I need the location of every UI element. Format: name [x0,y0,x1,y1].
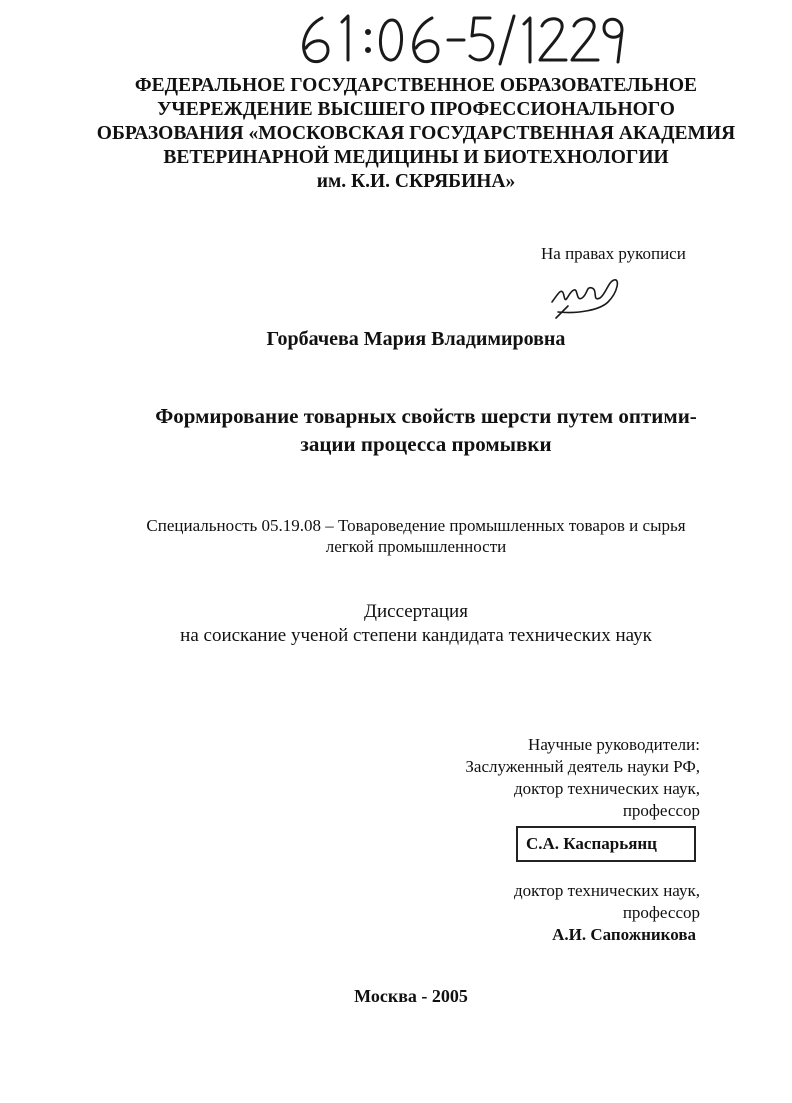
title-line-1: Формирование товарных свойств шерсти путем оптими- [155,404,697,428]
advisor-2-degree: доктор технических наук, [513,881,700,900]
organization-line: ВЕТЕРИНАРНОЙ МЕДИЦИНЫ И БИОТЕХНОЛОГИИ [163,147,669,168]
degree-statement: на соискание ученой степени кандидата технических наук [180,625,652,646]
organization-line: им. К.И. СКРЯБИНА» [316,171,516,192]
specialty-line-1: Специальность 05.19.08 – Товароведение промышленных товаров и сырья [146,516,686,535]
advisor-1-name-box: С.А. Каспарьянц [516,826,696,862]
advisors-block [465,734,700,822]
city-year: Москва - 2005 [354,986,468,1006]
handwritten-number-text [292,8,629,64]
organization-line: ФЕДЕРАЛЬНОЕ ГОСУДАРСТВЕННОЕ ОБРАЗОВАТЕЛЬНОЕ [134,75,698,96]
advisors-heading: Научные руководители: [528,735,700,754]
organization-line: ОБРАЗОВАНИЯ «МОСКОВСКАЯ ГОСУДАРСТВЕННАЯ АКАДЕМИЯ [96,123,736,144]
dissertation-title [60,402,792,458]
manuscript-rights-note: На правах рукописи [541,244,686,263]
specialty-block [100,515,732,557]
title-line-2: зации процесса промывки [300,432,552,456]
advisor-2-rank: профессор [622,903,700,922]
organization-header [90,74,742,194]
author-name: Горбачева Мария Владимировна [266,328,566,350]
advisor-2-block [514,880,700,946]
dissertation-block [100,600,732,648]
advisor-2-name: А.И. Сапожникова [552,925,696,944]
author-signature [548,272,628,322]
handwritten-catalog-number [292,8,632,68]
dissertation-label: Диссертация [364,601,468,622]
advisor-1-rank: профессор [622,801,700,820]
organization-line: УЧЕРЕЖДЕНИЕ ВЫСШЕГО ПРОФЕССИОНАЛЬНОГО [157,99,675,120]
advisor-1-title: Заслуженный деятель науки РФ, [465,757,700,776]
specialty-line-2: легкой промышленности [325,537,507,556]
advisor-1-degree: доктор технических наук, [513,779,700,798]
